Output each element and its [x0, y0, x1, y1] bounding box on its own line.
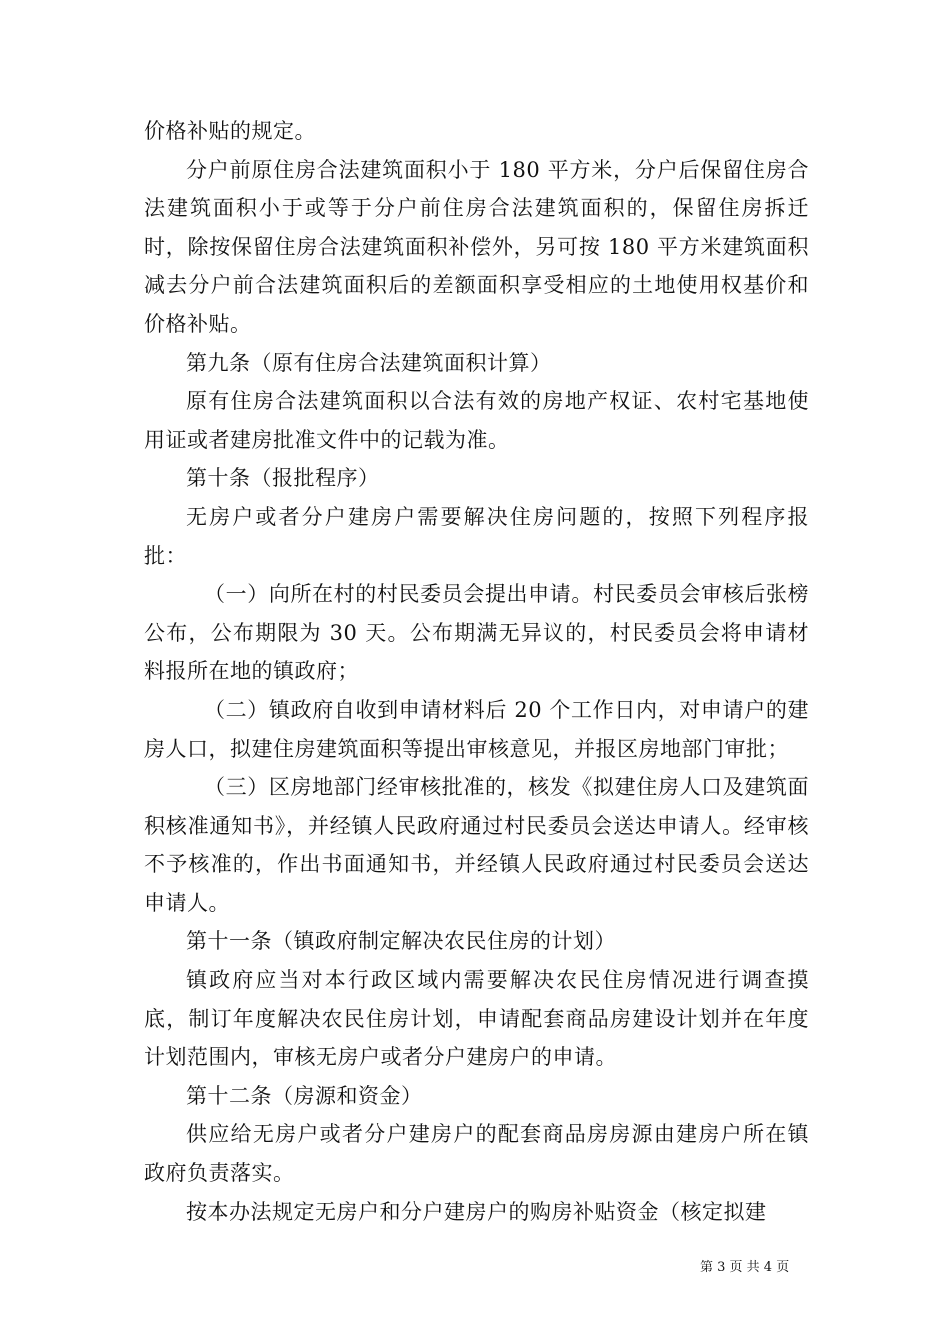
article-11-heading: 第十一条（镇政府制定解决农民住房的计划） [186, 929, 616, 954]
article-12-body-2: 按本办法规定无房户和分户建房户的购房补贴资金（核定拟建 [186, 1199, 767, 1224]
article-12-body-1: 供应给无房户或者分户建房户的配套商品房房源由建房户所在镇政府负责落实。 [144, 1122, 809, 1186]
page-number-footer: 第 3 页 共 4 页 [700, 1260, 790, 1275]
article-9-body: 原有住房合法建筑面积以合法有效的房地产权证、农村宅基地使用证或者建房批准文件中的记载为准。 [144, 389, 809, 452]
article-10-body: 无房户或者分户建房户需要解决住房问题的，按照下列程序报批： [144, 504, 809, 568]
article-12-heading: 第十二条（房源和资金） [186, 1083, 423, 1108]
article-9-heading: 第九条（原有住房合法建筑面积计算） [186, 350, 552, 375]
article-10-item-3: （三）区房地部门经审核批准的，核发《拟建住房人口及建筑面积核准通知书》，并经镇人民政府通过村民委员会送达申请人。经审核不予核准的，作出书面通知书，并经镇人民政府通过村民委员会送达申请人。 [144, 775, 809, 915]
article-10-item-2: （二）镇政府自收到申请材料后 20 个工作日内，对申请户的建房人口，拟建住房建筑面积等提出审核意见，并报区房地部门审批； [144, 697, 809, 761]
article-10-item-1: （一）向所在村的村民委员会提出申请。村民委员会审核后张榜公布，公布期限为 30 天。公布期满无异议的，村民委员会将申请材料报所在地的镇政府； [144, 582, 809, 684]
article-11-body: 镇政府应当对本行政区域内需要解决农民住房情况进行调查摸底，制订年度解决农民住房计划，申请配套商品房建设计划并在年度计划范围内，审核无房户或者分户建房户的申请。 [144, 968, 809, 1070]
paragraph-continuation: 价格补贴的规定。 [144, 119, 316, 143]
document-body [144, 112, 809, 1231]
paragraph-split-household-area: 分户前原住房合法建筑面积小于 180 平方米，分户后保留住房合法建筑面积小于或等于分户前住房合法建筑面积的，保留住房拆迁时，除按保留住房合法建筑面积补偿外，另可按 180 平方米建筑面积减去分户前合法建筑面积后的差额面积享受相应的土地使用权基价和价格补贴。 [144, 157, 809, 336]
article-10-heading: 第十条（报批程序） [186, 466, 380, 491]
